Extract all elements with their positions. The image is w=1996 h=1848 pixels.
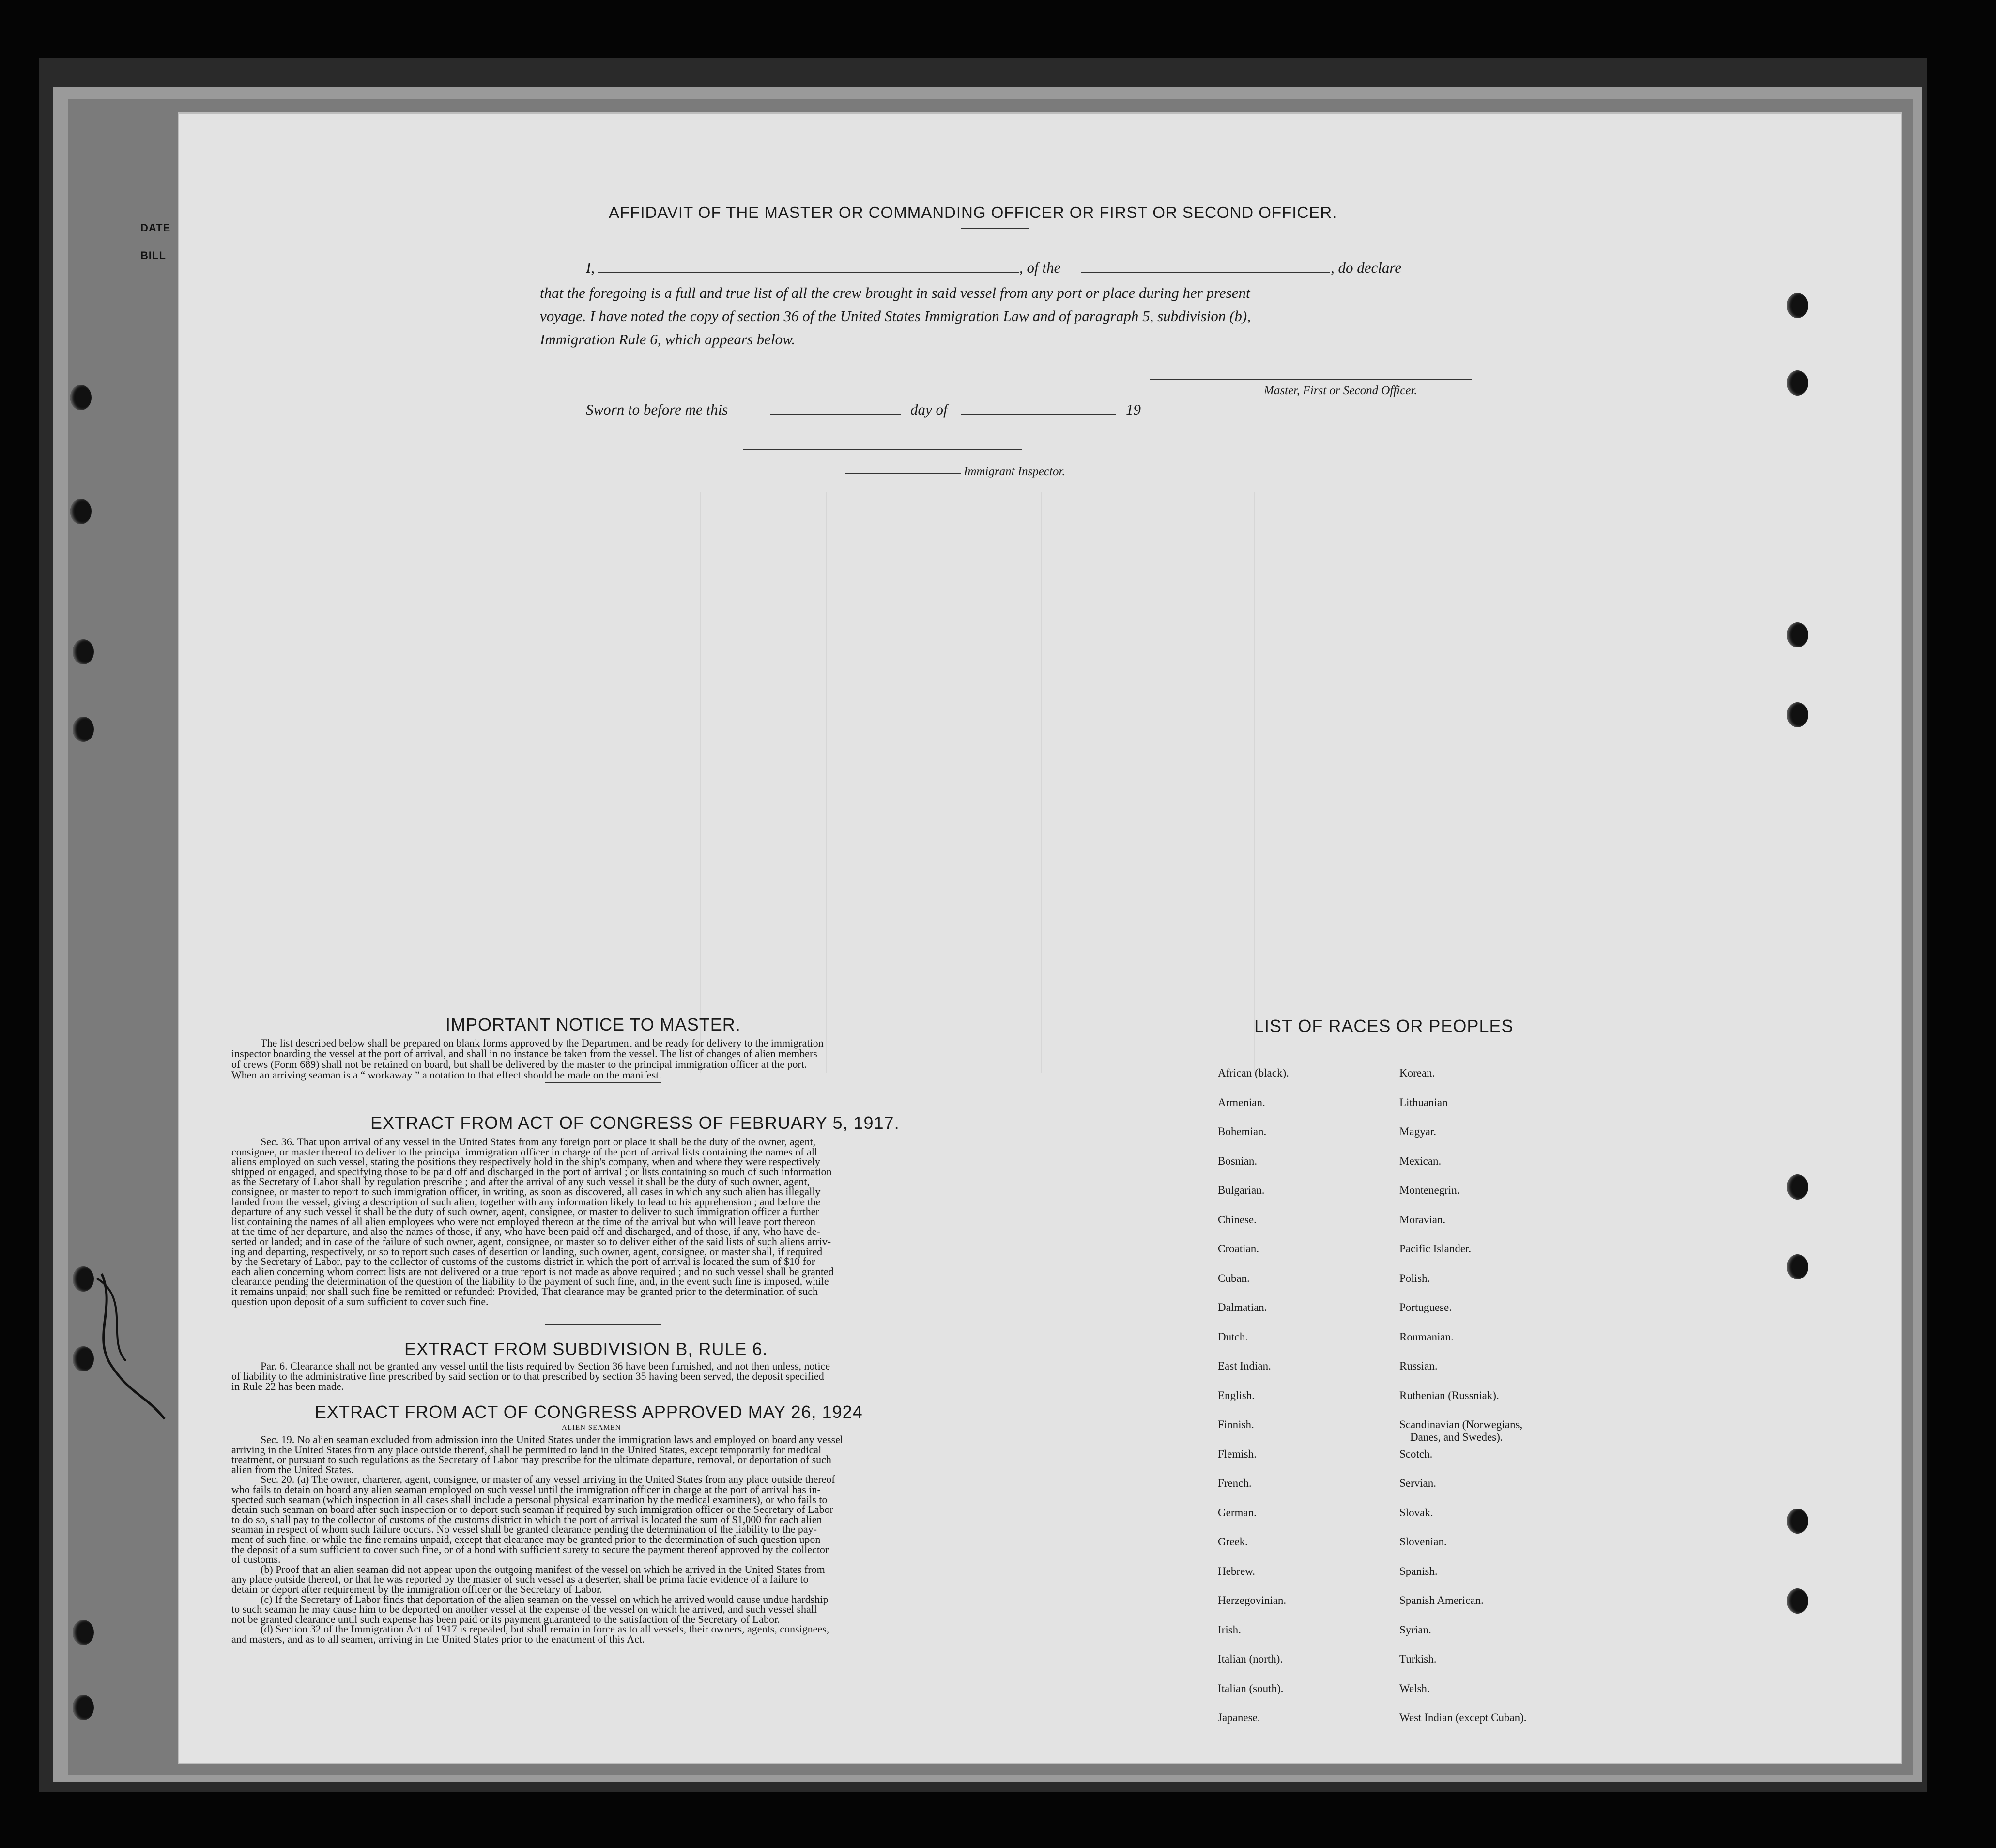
binding-string-icon [87, 1269, 174, 1424]
binder-hole-icon [73, 717, 94, 742]
extract-1917-line: at the time of her departure, and also the names of those, if any, who have been paid off and discharged, and of those, if any, who have de- [231, 1225, 820, 1238]
extract-1924-line: alien from the United States. [231, 1463, 354, 1476]
race-item: German. [1218, 1506, 1257, 1519]
race-item: Croatian. [1218, 1243, 1259, 1255]
extract-1924-line: ment of such fine, or while the fine remains unpaid, except that clearance may be granted prior to the determination of such question upon [231, 1533, 821, 1545]
binder-hole-icon [73, 1695, 94, 1720]
race-item [1399, 1418, 1527, 1448]
race-item: Montenegrin. [1399, 1184, 1460, 1196]
extract-1917-line: serted or landed; and in case of the failure of such owner, agent, consignee, or master so to deliver either of the said lists of such aliens arriv- [231, 1235, 831, 1247]
extract-1917-title: EXTRACT FROM ACT OF CONGRESS OF FEBRUARY 5, 1917. [370, 1113, 900, 1133]
extract-1917-line: clearance pending the determination of the question of the liability to the payment of such fine, and, in the event such fine is imposed, while [231, 1275, 829, 1288]
race-item: African (black). [1218, 1067, 1289, 1079]
binder-hole-icon [73, 1620, 94, 1645]
sworn-day-field[interactable] [770, 414, 901, 415]
race-item: Polish. [1399, 1272, 1430, 1284]
sworn-month-field[interactable] [961, 414, 1116, 415]
bleed-through-rule [826, 492, 827, 1073]
rule-6-line: Par. 6. Clearance shall not be granted any vessel until the lists required by Section 36 have been furnished, and not then unless, notice [261, 1360, 830, 1372]
race-item: Mexican. [1399, 1155, 1442, 1167]
race-item: Italian (north). [1218, 1653, 1283, 1665]
race-item: Italian (south). [1218, 1682, 1284, 1694]
extract-1924-line: detain such seaman on board after such inspection or to deport such seaman if required by such immigration officer or the Secretary of Labor [231, 1503, 833, 1516]
affidavit-line-2: voyage. I have noted the copy of section 36 of the United States Immigration Law and of paragraph 5, subdivision (b), [540, 308, 1251, 324]
section-divider [545, 1324, 661, 1325]
race-item: Armenian. [1218, 1096, 1265, 1109]
race-item: Portuguese. [1399, 1301, 1452, 1313]
extract-1924-line: detain or deport after requirement by the immigration officer or the Secretary of Labor. [231, 1583, 602, 1595]
extract-1924-line: (c) If the Secretary of Labor finds that deportation of the alien seaman on the vessel on which he arrived would cause undue hardship [261, 1593, 829, 1605]
extract-1924-subtitle: ALIEN SEAMEN [562, 1424, 621, 1432]
extract-1924-line: any place outside thereof, or that he was reported by the master of such vessel as a deserter, shall be prima facie evidence of a failure to [231, 1573, 809, 1586]
extract-1917-line: shipped or engaged, and specifying those to be paid off and discharged in the port of arrival ; or lists containing so much of such information [231, 1165, 832, 1178]
rule-6-line: of liability to the administrative fine prescribed by said section or to that prescribed by section 35 having been served, the deposit specified [231, 1370, 824, 1382]
binder-hole-icon [1787, 370, 1808, 396]
inspector-caption: Immigrant Inspector. [964, 465, 1065, 478]
extract-1924-line: to do so, shall pay to the collector of customs of the customs district in which the port of arrival is located the sum of $1,000 for each alien [231, 1513, 822, 1525]
master-caption: Master, First or Second Officer. [1264, 384, 1417, 397]
race-item: Spanish American. [1399, 1594, 1484, 1606]
binder-hole-icon [1787, 622, 1808, 647]
race-item: Bulgarian. [1218, 1184, 1265, 1196]
manifest-sheet [179, 114, 1901, 1763]
rule-6-title: EXTRACT FROM SUBDIVISION B, RULE 6. [404, 1339, 768, 1359]
race-item: Cuban. [1218, 1272, 1250, 1284]
sworn-label: Sworn to before me this [586, 401, 728, 418]
race-item: Bosnian. [1218, 1155, 1258, 1167]
extract-1924-line: Sec. 20. (a) The owner, charterer, agent, consignee, or master of any vessel arriving in the United States from any place outside thereof [261, 1473, 835, 1486]
extract-1917-line: each alien concerning whom correct lists are not delivered or a true report is not made as above required ; and no such vessel shall be granted [231, 1265, 834, 1278]
race-item: West Indian (except Cuban). [1399, 1711, 1527, 1724]
extract-1924-title: EXTRACT FROM ACT OF CONGRESS APPROVED MAY 26, 1924 [315, 1402, 863, 1422]
extract-1917-text [231, 1137, 958, 1307]
race-item: Magyar. [1399, 1125, 1437, 1138]
section-divider [545, 1082, 661, 1083]
binder-hole-icon [70, 385, 92, 410]
extract-1917-line: list containing the names of all alien employees who were not employed thereon at the time of the arrival but who will leave port thereon [231, 1215, 815, 1228]
extract-1924-line: the deposit of a sum sufficient to cover such fine, or of a bond with sufficient surety to secure the payment thereof approved by the collector [231, 1543, 829, 1555]
of-the-label: , of the [1019, 259, 1061, 276]
race-item: Scotch. [1399, 1448, 1433, 1460]
extract-1924-line: (d) Section 32 of the Immigration Act of 1917 is repealed, but shall remain in force as to all vessels, their owners, agents, consignees, [261, 1623, 829, 1635]
binder-hole-icon [73, 639, 94, 664]
race-item: Herzegovinian. [1218, 1594, 1287, 1606]
affiant-name-field[interactable] [598, 272, 1019, 273]
affidavit-line-1: that the foregoing is a full and true list of all the crew brought in said vessel from any port or place during her present [540, 284, 1250, 301]
bleed-through-rule [1254, 492, 1255, 1073]
race-item: Dutch. [1218, 1330, 1248, 1343]
notice-text [231, 1038, 958, 1080]
inspector-signature-field[interactable] [743, 449, 1022, 450]
edge-mark-date: DATE [140, 222, 171, 234]
race-item: Ruthenian (Russniak). [1399, 1389, 1499, 1401]
affidavit-title: AFFIDAVIT OF THE MASTER OR COMMANDING OFFICER OR FIRST OR SECOND OFFICER. [609, 203, 1337, 221]
extract-1924-line: spected such seaman (which inspection in all cases shall include a personal physical examination by the medical examiners), or who fails to [231, 1493, 828, 1506]
notice-line: inspector boarding the vessel at the port of arrival, and shall in no instance be taken from the vessel. The list of changes of alien members [231, 1047, 817, 1060]
extract-1924-line: (b) Proof that an alien seaman did not appear upon the outgoing manifest of the vessel on which he arrived in the United States from [261, 1563, 825, 1575]
extract-1924-line: who fails to detain on board any alien seaman employed on such vessel until the immigration officer in charge at the port of arrival has in- [231, 1483, 821, 1495]
extract-1917-line: consignee, or master to report to such immigration officer, in writing, as soon as discovered, all cases in which any such alien has illegally [231, 1185, 821, 1198]
extract-1917-line: departure of any such vessel it shall be the duty of such owner, agent, consignee, or master to deliver to such immigration officer a further [231, 1205, 819, 1218]
inspector-signature-field-2[interactable] [845, 473, 961, 474]
race-item: Irish. [1218, 1623, 1241, 1636]
day-of-label: day of [910, 401, 948, 418]
affidavit-line-3: Immigration Rule 6, which appears below. [540, 331, 796, 348]
extract-1924-line: to such seaman he may cause him to be deported on another vessel at the expense of the vessel on which he arrived, and such vessel shall [231, 1603, 817, 1616]
extract-1924-text [231, 1435, 958, 1644]
edge-mark-bill: BILL [140, 249, 166, 262]
binder-hole-icon [1787, 1509, 1808, 1534]
bleed-through-rule [700, 492, 701, 1073]
race-item: Servian. [1399, 1477, 1437, 1489]
race-item: Spanish. [1399, 1565, 1438, 1577]
races-right-column [1399, 1067, 1527, 1741]
race-item: Russian. [1399, 1360, 1438, 1372]
race-item: Syrian. [1399, 1623, 1431, 1636]
extract-1917-line: consignee, or master thereof to deliver to the principal immigration officer in charge of the port of arrival lists containing the names of all [231, 1145, 818, 1158]
binder-hole-icon [70, 499, 92, 524]
extract-1924-line: arriving in the United States from any place outside thereof, shall be permitted to land in the United States, except temporarily for medical [231, 1443, 822, 1456]
extract-1917-line: as the Secretary of Labor shall by regulation prescribe ; and after the arrival of any such vessel it shall be the duty of such owner, agent, [231, 1175, 810, 1188]
races-title: LIST OF RACES OR PEOPLES [1254, 1016, 1514, 1036]
notice-title: IMPORTANT NOTICE TO MASTER. [445, 1015, 741, 1034]
race-item: Slovenian. [1399, 1536, 1447, 1548]
master-signature-field[interactable] [1150, 379, 1472, 380]
race-item-scandinavian-cont: Danes, and Swedes). [1410, 1431, 1503, 1443]
extract-1917-line: Sec. 36. That upon arrival of any vessel in the United States from any foreign port or place it shall be the duty of the owner, agent, [261, 1136, 816, 1148]
race-item: Flemish. [1218, 1448, 1257, 1460]
extract-1917-line: aliens employed on such vessel, stating the positions they respectively hold in the ship's company, when and where they were respectively [231, 1155, 820, 1168]
race-item: Bohemian. [1218, 1125, 1267, 1138]
binder-hole-icon [1787, 1254, 1808, 1279]
extract-1917-line: landed from the vessel, giving a description of such alien, together with any information likely to lead to his apprehension ; and before the [231, 1195, 821, 1208]
binder-hole-icon [1787, 293, 1808, 318]
extract-1924-line: seaman in respect of whom such failure occurs. No vessel shall be granted clearance pending the determination of the liability to the pay- [231, 1523, 817, 1536]
year-label: 19 [1126, 401, 1141, 418]
extract-1917-line: it remains unpaid; nor shall such fine be remitted or refunded: Provided, That clearance may be granted prior to the determination of such [231, 1285, 818, 1297]
race-item: Japanese. [1218, 1711, 1260, 1724]
binder-hole-icon [1787, 1174, 1808, 1200]
extract-1924-line: treatment, or pursuant to such regulations as the Secretary of Labor may prescribe for the ultimate departure, removal, or deportation of such [231, 1453, 831, 1466]
races-left-column [1218, 1067, 1289, 1741]
race-item: Lithuanian [1399, 1096, 1448, 1109]
race-item: Slovak. [1399, 1506, 1433, 1519]
race-item: Hebrew. [1218, 1565, 1256, 1577]
extract-1924-line: Sec. 19. No alien seaman excluded from admission into the United States under the immigration laws and employed on board any vessel [261, 1433, 843, 1446]
extract-1917-line: question upon deposit of a sum sufficient to cover such fine. [231, 1295, 489, 1308]
race-item: French. [1218, 1477, 1252, 1489]
title-rule [961, 228, 1029, 229]
race-item: Moravian. [1399, 1213, 1446, 1226]
extract-1924-line: of customs. [231, 1553, 281, 1566]
race-item: Chinese. [1218, 1213, 1257, 1226]
affiant-i-label: I, [586, 259, 595, 276]
notice-line: When an arriving seaman is a “ workaway ” a notation to that effect should be made on the manifest. [231, 1069, 661, 1081]
rule-6-line: in Rule 22 has been made. [231, 1380, 344, 1392]
rule-6-text [231, 1361, 958, 1391]
bleed-through-rule [1041, 492, 1042, 1073]
extract-1924-line: not be granted clearance until such expense has been paid or its payment guaranteed to the satisfaction of the Secretary of Labor. [231, 1613, 780, 1625]
race-item: Turkish. [1399, 1653, 1437, 1665]
do-declare-label: , do declare [1331, 259, 1402, 276]
race-item: Korean. [1399, 1067, 1435, 1079]
vessel-name-field[interactable] [1081, 272, 1330, 273]
race-item: Pacific Islander. [1399, 1243, 1472, 1255]
race-item: Finnish. [1218, 1418, 1254, 1431]
binder-hole-icon [1787, 1588, 1808, 1614]
extract-1917-line: ing and departing, respectively, or so to report such cases of desertion or landing, such owner, agent, consignee, or master shall, if required [231, 1245, 823, 1258]
extract-1917-line: by the Secretary of Labor, pay to the collector of customs of the customs district in which the port of arrival is located the sum of $10 for [231, 1255, 815, 1268]
race-item: Greek. [1218, 1536, 1248, 1548]
race-item-scandinavian: Scandinavian (Norwegians, [1399, 1418, 1523, 1431]
race-item: English. [1218, 1389, 1255, 1401]
race-item: East Indian. [1218, 1360, 1271, 1372]
race-item: Roumanian. [1399, 1330, 1454, 1343]
extract-1924-line: and masters, and as to all seamen, arriving in the United States prior to the enactment of this Act. [231, 1632, 645, 1645]
race-item: Welsh. [1399, 1682, 1430, 1694]
notice-line: The list described below shall be prepared on blank forms approved by the Department and be ready for delivery to the immigration [261, 1037, 824, 1049]
notice-line: of crews (Form 689) shall not be retained on board, but shall be delivered by the master to the principal immigration officer at the port. [231, 1058, 807, 1070]
binder-hole-icon [1787, 702, 1808, 727]
race-item: Dalmatian. [1218, 1301, 1267, 1313]
